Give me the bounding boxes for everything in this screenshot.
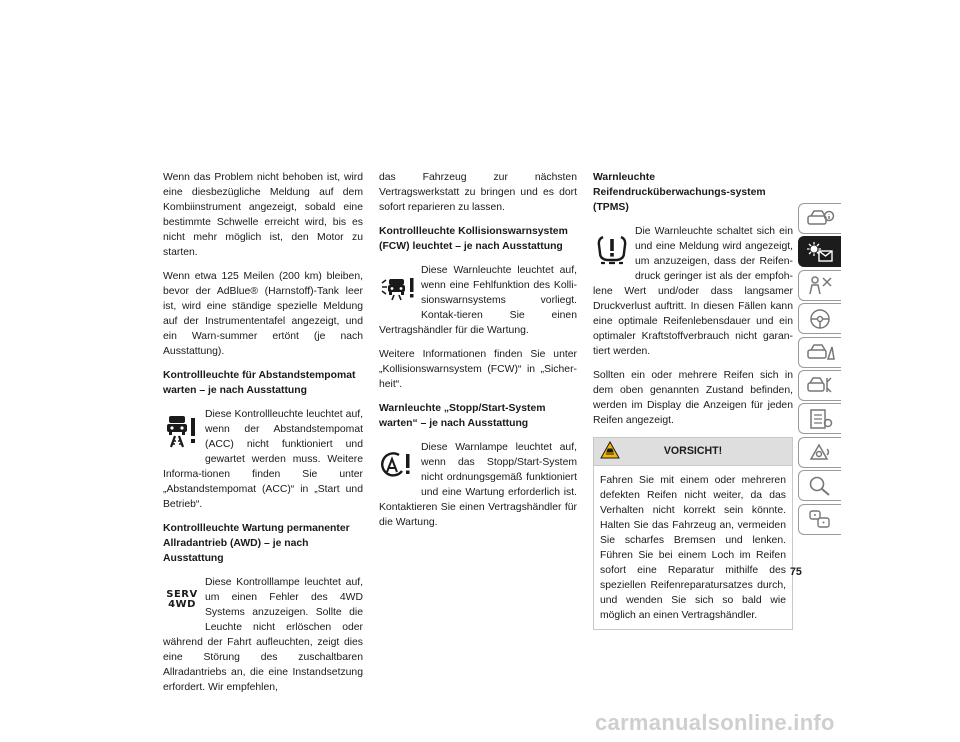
tab-dashboard-lights[interactable] (798, 236, 841, 267)
acc-warning-block (163, 407, 363, 512)
caution-text: Fahren Sie mit einem oder mehreren defekten Reifen nicht weiter, da das Verhalten nicht korrekt sein könnte. Halten Sie das Fahrzeug an, vermeiden Sie scharfes Bremsen und lenken. Führen Sie bei einem Loch im Reifen sofort eine Reparatur mithilfe des speziellen Reifenreparatursatzes durch, und wenden Sie sich so bald wie möglich an einen Vertragshändler. (600, 475, 786, 621)
dashboard-lights-icon (805, 241, 835, 263)
watermark: carmanualsonline.info (595, 710, 835, 735)
service-icon (805, 374, 835, 396)
tab-multimedia[interactable] (798, 437, 841, 468)
section-heading: Kontrollleuchte Kollisionswarnsystem (FCW) leuchtet – je nach Ausstattung (379, 226, 568, 252)
stop-start-warning-text: Diese Warnlampe leuchtet auf, wenn das Stopp/Start-System nicht ordnungsgemäß funktioniert und eine Wartung erforderlich ist. Kontaktieren Sie einen Vertragshändler für die Wartung. (379, 442, 577, 528)
emergency-icon (805, 341, 835, 363)
tab-search[interactable] (798, 470, 841, 501)
tab-car-info[interactable] (798, 203, 841, 234)
awd-warning-block (163, 575, 363, 695)
fcw-icon (379, 265, 417, 311)
tab-safety[interactable] (798, 270, 841, 301)
caution-title: VORSICHT! (663, 445, 723, 457)
tab-service[interactable] (798, 370, 841, 401)
fcw-warning-block (379, 263, 577, 338)
section-heading: Warnleuchte Reifendrucküberwachungs-system (TPMS) (593, 172, 766, 213)
tpms-warning-text: Die Warnleuchte schaltet sich ein und eine Meldung wird angezeigt, um anzuzeigen, dass der Reifen-druck geringer ist als der empfoh-lene Wert und/oder dass langsamer Druckverlust auftritt. In diesen Fällen kann eine optimale Reifenlebensdauer und ein optimaler Kraftstoffverbrauch nicht garan-tiert werden. (593, 226, 793, 357)
tab-emergency[interactable] (798, 337, 841, 368)
tab-steering[interactable] (798, 303, 841, 334)
paragraph: Wenn das Problem nicht behoben ist, wird eine diesbezügliche Meldung auf dem Kombiinstrument angezeigt, sobald eine bestimmte Schwelle erreicht wird, bis es nicht mehr möglich ist, den Motor zu starten. (163, 172, 363, 258)
column-3 (593, 170, 793, 630)
paragraph: das Fahrzeug zur nächsten Vertragswerkstatt zu bringen und es dort sofort reparieren zu lassen. (379, 172, 577, 213)
caution-box (593, 437, 793, 630)
fcw-warning-text: Diese Warnleuchte leuchtet auf, wenn eine Fehlfunktion des Kolli-sionswarnsystems vorliegt. Kontak-tieren Sie einen Vertragshändler für die Wartung. (379, 265, 577, 336)
section-heading: Kontrollleuchte für Abstandstempomat warten – je nach Ausstattung (163, 370, 356, 396)
paragraph: Sollten ein oder mehrere Reifen sich in dem oben genannten Zustand befinden, werden im Display die Anzeigen für jeden Reifen angezeigt. (593, 370, 793, 426)
multimedia-icon (805, 441, 835, 463)
section-heading: Kontrollleuchte Wartung permanenter Allradantrieb (AWD) – je nach Ausstattung (163, 523, 350, 564)
column-1 (163, 170, 363, 704)
tpms-warning-block (593, 224, 793, 359)
search-icon (805, 475, 835, 497)
tab-specs[interactable] (798, 403, 841, 434)
paragraph: Weitere Informationen finden Sie unter „Kollisionswarnsystem (FCW)“ in „Sicher-heit“. (379, 349, 577, 390)
car-info-icon (805, 208, 835, 230)
stop-start-icon (379, 442, 417, 488)
warning-triangle-icon (600, 441, 620, 464)
safety-icon (805, 274, 835, 296)
column-2 (379, 170, 577, 539)
specs-icon (805, 408, 835, 430)
awd-warning-text: Diese Kontrolllampe leuchtet auf, um einen Fehler des 4WD Systems anzuzeigen. Sollte die Leuchte nicht erlöschen oder während der Fahrt aufleuchten, zeigt dies eine Störung des zuschaltbaren Allradantriebs an, die eine Instandsetzung erfordert. Wir empfehlen, (163, 577, 363, 693)
stop-start-warning-block (379, 440, 577, 530)
section-heading: Warnleuchte „Stopp/Start-System warten“ – je nach Ausstattung (379, 403, 546, 429)
chapter-tabs (798, 203, 842, 537)
tpms-icon (593, 226, 631, 272)
languages-icon (805, 508, 835, 530)
paragraph: Wenn etwa 125 Meilen (200 km) bleiben, bevor der AdBlue® (Harnstoff)-Tank leer ist, wird eine ständige spezielle Meldung auf der Instrumententafel angezeigt, und ein Warn-summer ertönt (je nach Ausstattung). (163, 271, 363, 357)
page-number: 75 (790, 566, 802, 578)
caution-header (594, 438, 792, 466)
tab-languages[interactable] (798, 504, 841, 535)
4wd-icon-label: 4WD (168, 599, 196, 610)
serv-4wd-icon (163, 577, 201, 623)
acc-warning-text: Diese Kontrollleuchte leuchtet auf, wenn der Abstandstempomat (ACC) nicht funktioniert und gewartet werden muss. Weitere Informa-tionen finden Sie unter „Abstandstempomat (ACC)“ in „Start und Betrieb“. (163, 409, 363, 510)
serv-icon-label: SERV (166, 589, 198, 600)
acc-service-icon (163, 409, 201, 455)
steering-icon (805, 308, 835, 330)
